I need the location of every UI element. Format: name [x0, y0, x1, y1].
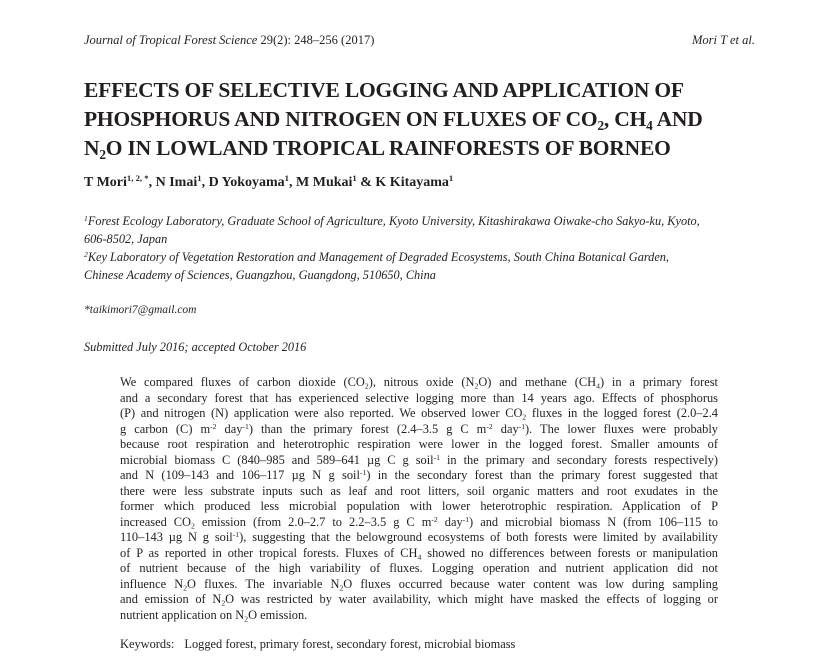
article-title [84, 76, 764, 163]
author-list: T Mori$^{1, 2, *}$, N Imai$^1$, D Yokoyama$^1$, M Mukai$^1$ & K Kitayama$^1$ [84, 173, 454, 190]
keywords-terms: Logged forest, primary forest, secondary forest, microbial biomass [184, 637, 516, 651]
affiliation-2: $^2$Key Laboratory of Vegetation Restoration and Management of Degraded Ecosystems, South China Botanical Garden, Chinese Academy of Sciences, Guangzhou, Guangdong, 510650, China [84, 249, 669, 282]
title-line-1: EFFECTS OF SELECTIVE LOGGING AND APPLICATION OF [84, 78, 684, 102]
abstract: We compared fluxes of carbon dioxide $(CO_2)$, nitrous oxide $(N_2O)$ and methane $(CH_4)$ in a primary forest and a secondary forest that has experienced selective logging more than 14 years ago. Effects of phosphorus (P) and nitrogen (N) application were also reported. We observed lower $CO_2$ fluxes in the logged forest (2.0–2.4 g carbon (C) $m^{-2}$ day$^{-1}$) than the primary forest (2.4–3.5 g C $m^{-2}$ day$^{-1}$). The lower fluxes were probably because root respiration and heterotrophic respiration were lower in the logged forest. Smaller amounts of microbial biomass C (840–985 and 589–641 µg C g soil$^{-1}$ in the primary and secondary forests respectively) and N (109–143 and 106–117 µg N g soil$^{-1}$) in the secondary forest than the primary forest suggested that there were less substrate inputs such as leaf and root litters, soil organic matters and root exudates in the former which produced less microbial population with lower heterotrophic respiration. Application of P increased $CO_2$ emission (from 2.0–2.7 to 2.2–3.5 g C $m^{-2}$ day$^{-1}$) and microbial biomass N (from 106–115 to 110–143 µg N g soil$^{-1}$), suggesting that the belowground ecosystems of both forests were limited by availability of P as reported in other tropical forests. Fluxes of $CH_4$ showed no differences between forests or manipulation of nutrient because of the high variability of fluxes. Logging operation and nutrient application did not influence $N_2O$ fluxes. The invariable $N_2O$ fluxes occurred because water content was low during sampling and emission of $N_2O$ was restricted by water availability, which might have masked the effects of logging or nutrient application on $N_2O$ emission. [120, 375, 719, 623]
corresponding-email: *taikimori7@gmail.com [84, 304, 197, 316]
keywords-label: Keywords: [120, 637, 175, 651]
email-address: taikimori7@gmail.com [89, 304, 197, 316]
running-author: Mori T et al. [692, 33, 755, 47]
affiliation-1: $^1$Forest Ecology Laboratory, Graduate School of Agriculture, Kyoto University, Kitashirakawa Oiwake-cho Sakyo-ku, Kyoto, 606-8502, Japan [84, 213, 700, 246]
journal-header [84, 33, 374, 48]
keywords [120, 637, 515, 652]
journal-name: Journal of Tropical Forest Science [84, 33, 258, 47]
journal-citation: 29(2): 248–256 (2017) [260, 33, 375, 47]
submission-dates: Submitted July 2016; accepted October 2016 [84, 340, 307, 354]
title-line-2: PHOSPHORUS AND NITROGEN ON FLUXES OF $CO_2$, $CH_4$ AND [84, 107, 703, 133]
title-line-3: $N_2O$ IN LOWLAND TROPICAL RAINFORESTS OF BORNEO [84, 136, 671, 162]
